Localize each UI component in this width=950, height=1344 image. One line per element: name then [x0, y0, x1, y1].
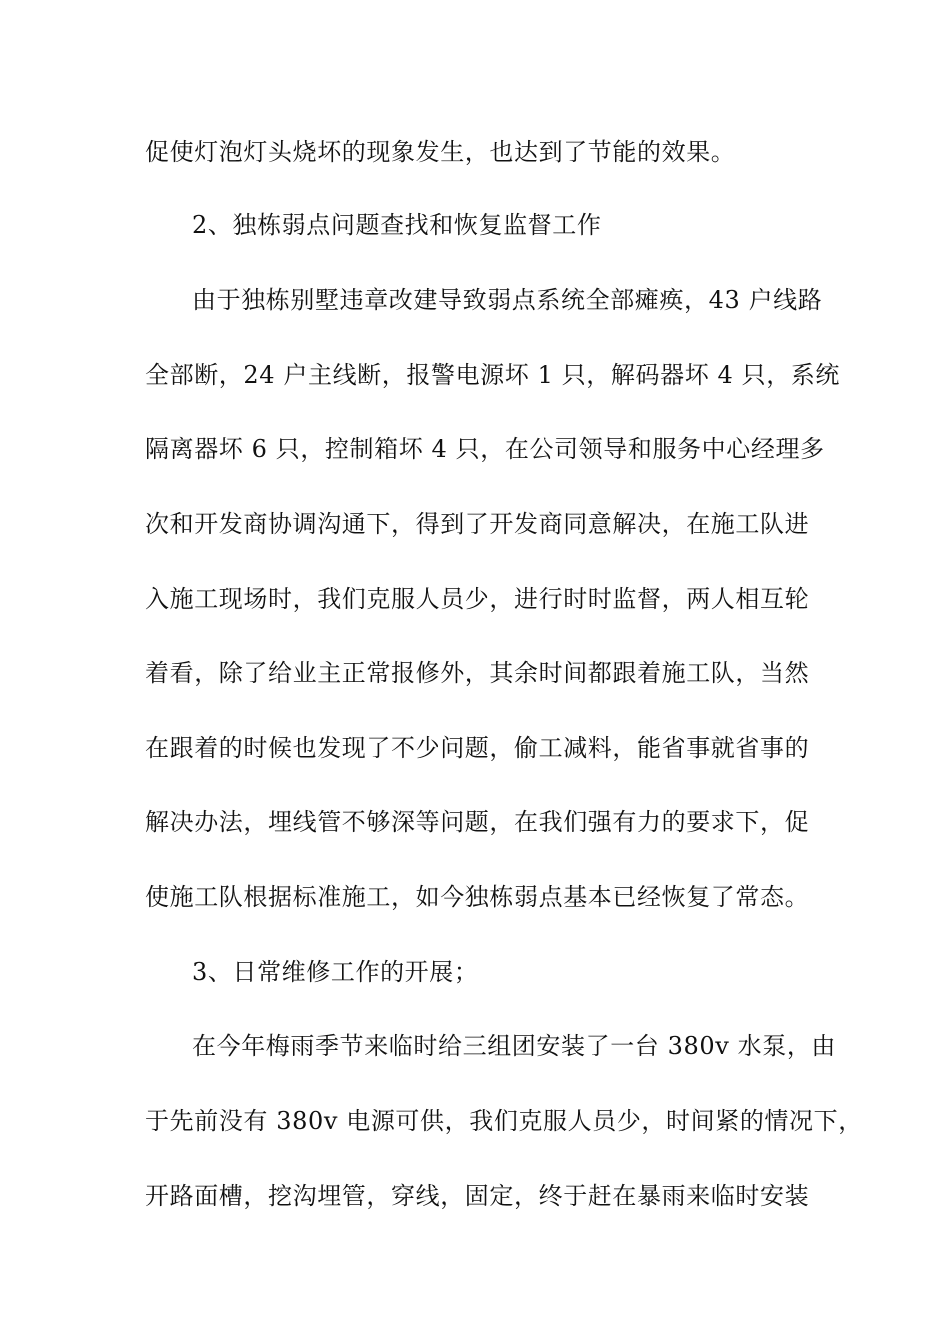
paragraph-line-1: 促使灯泡灯头烧坏的现象发生，也达到了节能的效果。: [145, 138, 736, 166]
paragraph-line-7: 入施工现场时，我们克服人员少，进行时时监督，两人相互轮: [145, 585, 810, 613]
paragraph-line-5: 隔离器坏 6 只，控制箱坏 4 只，在公司领导和服务中心经理多: [145, 435, 825, 463]
paragraph-line-11: 使施工队根据标准施工，如今独栋弱点基本已经恢复了常态。: [145, 883, 810, 911]
paragraph-line-10: 解决办法，埋线管不够深等问题，在我们强有力的要求下，促: [145, 808, 810, 836]
paragraph-line-13: 在今年梅雨季节来临时给三组团安装了一台 380v 水泵，由: [192, 1032, 837, 1060]
paragraph-line-15: 开路面槽，挖沟埋管，穿线，固定，终于赶在暴雨来临时安装: [145, 1182, 810, 1210]
paragraph-line-6: 次和开发商协调沟通下，得到了开发商同意解决，在施工队进: [145, 510, 810, 538]
paragraph-line-8: 着看，除了给业主正常报修外，其余时间都跟着施工队，当然: [145, 659, 810, 687]
paragraph-line-4: 全部断，24 户主线断，报警电源坏 1 只，解码器坏 4 只，系统: [145, 361, 841, 389]
section-heading-2: 2、独栋弱点问题查找和恢复监督工作: [192, 211, 602, 239]
paragraph-line-9: 在跟着的时候也发现了不少问题，偷工减料，能省事就省事的: [145, 734, 810, 762]
paragraph-line-14: 于先前没有 380v 电源可供，我们克服人员少，时间紧的情况下，: [145, 1107, 863, 1135]
section-heading-3: 3、日常维修工作的开展；: [192, 958, 479, 986]
paragraph-line-3: 由于独栋别墅违章改建导致弱点系统全部瘫痪，43 户线路: [192, 286, 823, 314]
